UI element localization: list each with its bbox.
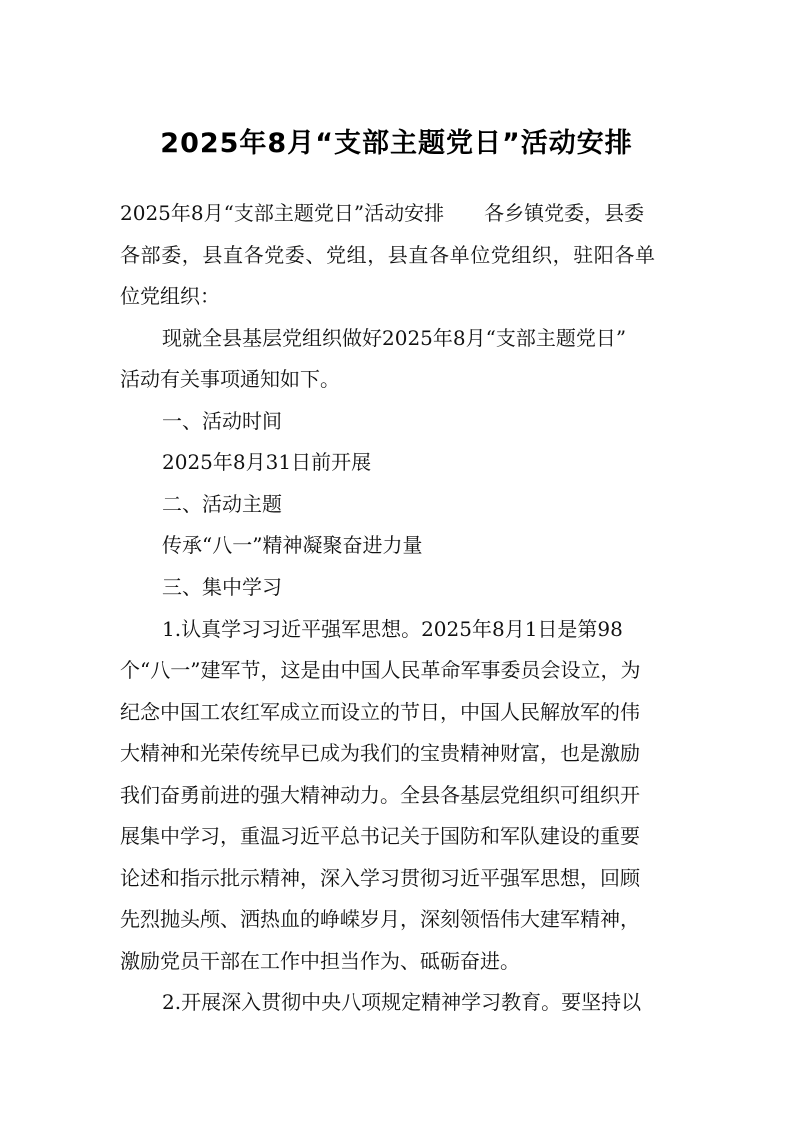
- paragraph-line: 我们奋勇前进的强大精神动力。全县各基层党组织可组织开: [120, 783, 640, 807]
- paragraph-line: 论述和指示批示精神，深入学习贯彻习近平强军思想，回顾: [120, 866, 640, 890]
- section-heading: 一、活动时间: [162, 409, 282, 433]
- paragraph-line: 各部委，县直各党委、党组，县直各单位党组织，驻阳各单: [120, 243, 656, 267]
- paragraph-line: 先烈抛头颅、洒热血的峥嵘岁月，深刻领悟伟大建军精神，: [120, 907, 640, 931]
- paragraph-line: 2.开展深入贯彻中央八项规定精神学习教育。要坚持以: [162, 990, 642, 1014]
- paragraph-line: 大精神和光荣传统早已成为我们的宝贵精神财富，也是激励: [120, 741, 640, 765]
- paragraph-line: 纪念中国工农红军成立而设立的节日，中国人民解放军的伟: [120, 700, 640, 724]
- paragraph-line: 展集中学习，重温习近平总书记关于国防和军队建设的重要: [120, 824, 640, 848]
- paragraph-line: 个“八一”建军节，这是由中国人民革命军事委员会设立，为: [120, 658, 641, 682]
- paragraph-line: 活动有关事项通知如下。: [120, 367, 340, 391]
- paragraph-line: 1.认真学习习近平强军思想。2025年8月1日是第98: [162, 617, 623, 641]
- paragraph-line: 传承“八一”精神凝聚奋进力量: [162, 533, 423, 557]
- paragraph-line: 位党组织：: [120, 284, 220, 308]
- paragraph-line: 2025年8月31日前开展: [162, 450, 372, 474]
- section-heading: 二、活动主题: [162, 492, 282, 516]
- paragraph-line: 2025年8月“支部主题党日”活动安排 各乡镇党委，县委: [120, 201, 645, 225]
- section-heading: 三、集中学习: [162, 575, 282, 599]
- paragraph-line: 激励党员干部在工作中担当作为、砥砺奋进。: [120, 949, 520, 973]
- paragraph-line: 现就全县基层党组织做好2025年8月“支部主题党日”: [162, 326, 627, 350]
- document-title: 2025年8月“支部主题党日”活动安排: [160, 128, 633, 159]
